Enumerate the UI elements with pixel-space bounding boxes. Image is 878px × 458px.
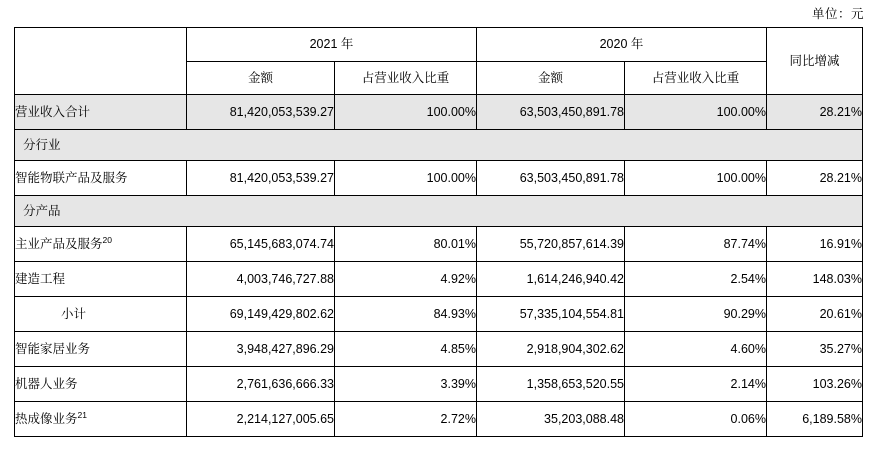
cell-amount-2021: 3,948,427,896.29 — [187, 332, 335, 367]
cell-amount-2020: 1,358,653,520.55 — [477, 367, 625, 402]
cell-ratio-2021: 3.39% — [335, 367, 477, 402]
cell-ratio-2021: 4.92% — [335, 262, 477, 297]
row-label-text: 热成像业务 — [15, 411, 78, 426]
cell-amount-2020: 55,720,857,614.39 — [477, 227, 625, 262]
table-section-row — [15, 196, 863, 227]
header-year-2021: 2021 年 — [187, 28, 477, 62]
row-label — [15, 332, 187, 367]
cell-ratio-2020: 100.00% — [625, 161, 767, 196]
row-label-text: 智能家居业务 — [15, 341, 91, 356]
footnote-marker: 21 — [77, 409, 87, 420]
row-label-text: 机器人业务 — [15, 376, 78, 391]
cell-amount-2020: 1,614,246,940.42 — [477, 262, 625, 297]
cell-ratio-2020: 2.14% — [625, 367, 767, 402]
footnote-marker: 20 — [102, 234, 112, 245]
cell-amount-2021: 4,003,746,727.88 — [187, 262, 335, 297]
cell-amount-2020: 57,335,104,554.81 — [477, 297, 625, 332]
cell-amount-2021: 2,761,636,666.33 — [187, 367, 335, 402]
cell-ratio-2020: 0.06% — [625, 402, 767, 437]
cell-amount-2020: 35,203,088.48 — [477, 402, 625, 437]
cell-amount-2021: 65,145,683,074.74 — [187, 227, 335, 262]
cell-yoy-change: 28.21% — [767, 95, 863, 130]
header-amount-2020: 金额 — [477, 62, 625, 95]
cell-amount-2021: 69,149,429,802.62 — [187, 297, 335, 332]
header-amount-2021: 金额 — [187, 62, 335, 95]
cell-amount-2021: 81,420,053,539.27 — [187, 95, 335, 130]
cell-ratio-2020: 100.00% — [625, 95, 767, 130]
header-year-2020: 2020 年 — [477, 28, 767, 62]
cell-amount-2021: 2,214,127,005.65 — [187, 402, 335, 437]
cell-amount-2020: 63,503,450,891.78 — [477, 161, 625, 196]
row-label — [15, 297, 187, 332]
cell-yoy-change: 20.61% — [767, 297, 863, 332]
row-label — [15, 402, 187, 437]
table-row — [15, 367, 863, 402]
table-row — [15, 402, 863, 437]
section-label: 分产品 — [15, 196, 863, 227]
row-label-text: 建造工程 — [15, 271, 66, 286]
cell-ratio-2020: 2.54% — [625, 262, 767, 297]
cell-ratio-2021: 84.93% — [335, 297, 477, 332]
cell-ratio-2020: 4.60% — [625, 332, 767, 367]
cell-yoy-change: 28.21% — [767, 161, 863, 196]
cell-yoy-change: 6,189.58% — [767, 402, 863, 437]
cell-yoy-change: 16.91% — [767, 227, 863, 262]
cell-ratio-2020: 87.74% — [625, 227, 767, 262]
table-header — [15, 28, 863, 95]
cell-ratio-2021: 100.00% — [335, 95, 477, 130]
cell-amount-2020: 63,503,450,891.78 — [477, 95, 625, 130]
cell-ratio-2021: 4.85% — [335, 332, 477, 367]
row-label — [15, 161, 187, 196]
table-row — [15, 332, 863, 367]
cell-yoy-change: 103.26% — [767, 367, 863, 402]
header-yoy-change: 同比增减 — [767, 28, 863, 95]
cell-yoy-change: 148.03% — [767, 262, 863, 297]
section-label: 分行业 — [15, 130, 863, 161]
table-section-row — [15, 130, 863, 161]
unit-note: 单位：元 — [811, 7, 864, 21]
row-label — [15, 95, 187, 130]
row-label — [15, 367, 187, 402]
row-label-text: 营业收入合计 — [15, 104, 91, 119]
cell-yoy-change: 35.27% — [767, 332, 863, 367]
table-row — [15, 227, 863, 262]
cell-ratio-2021: 100.00% — [335, 161, 477, 196]
table-row — [15, 95, 863, 130]
table-header-row-1 — [15, 28, 863, 62]
cell-ratio-2021: 2.72% — [335, 402, 477, 437]
row-label-text: 小计 — [61, 306, 87, 321]
table-body — [15, 95, 863, 437]
row-label — [15, 262, 187, 297]
table-row — [15, 161, 863, 196]
revenue-breakdown-table — [14, 27, 863, 437]
row-label-text: 智能物联产品及服务 — [15, 170, 128, 185]
header-corner-blank — [15, 28, 187, 95]
table-row — [15, 262, 863, 297]
row-label-text: 主业产品及服务 — [15, 236, 103, 251]
cell-amount-2021: 81,420,053,539.27 — [187, 161, 335, 196]
table-row — [15, 297, 863, 332]
cell-ratio-2021: 80.01% — [335, 227, 477, 262]
row-label — [15, 227, 187, 262]
header-ratio-2021: 占营业收入比重 — [335, 62, 477, 95]
cell-ratio-2020: 90.29% — [625, 297, 767, 332]
cell-amount-2020: 2,918,904,302.62 — [477, 332, 625, 367]
header-ratio-2020: 占营业收入比重 — [625, 62, 767, 95]
